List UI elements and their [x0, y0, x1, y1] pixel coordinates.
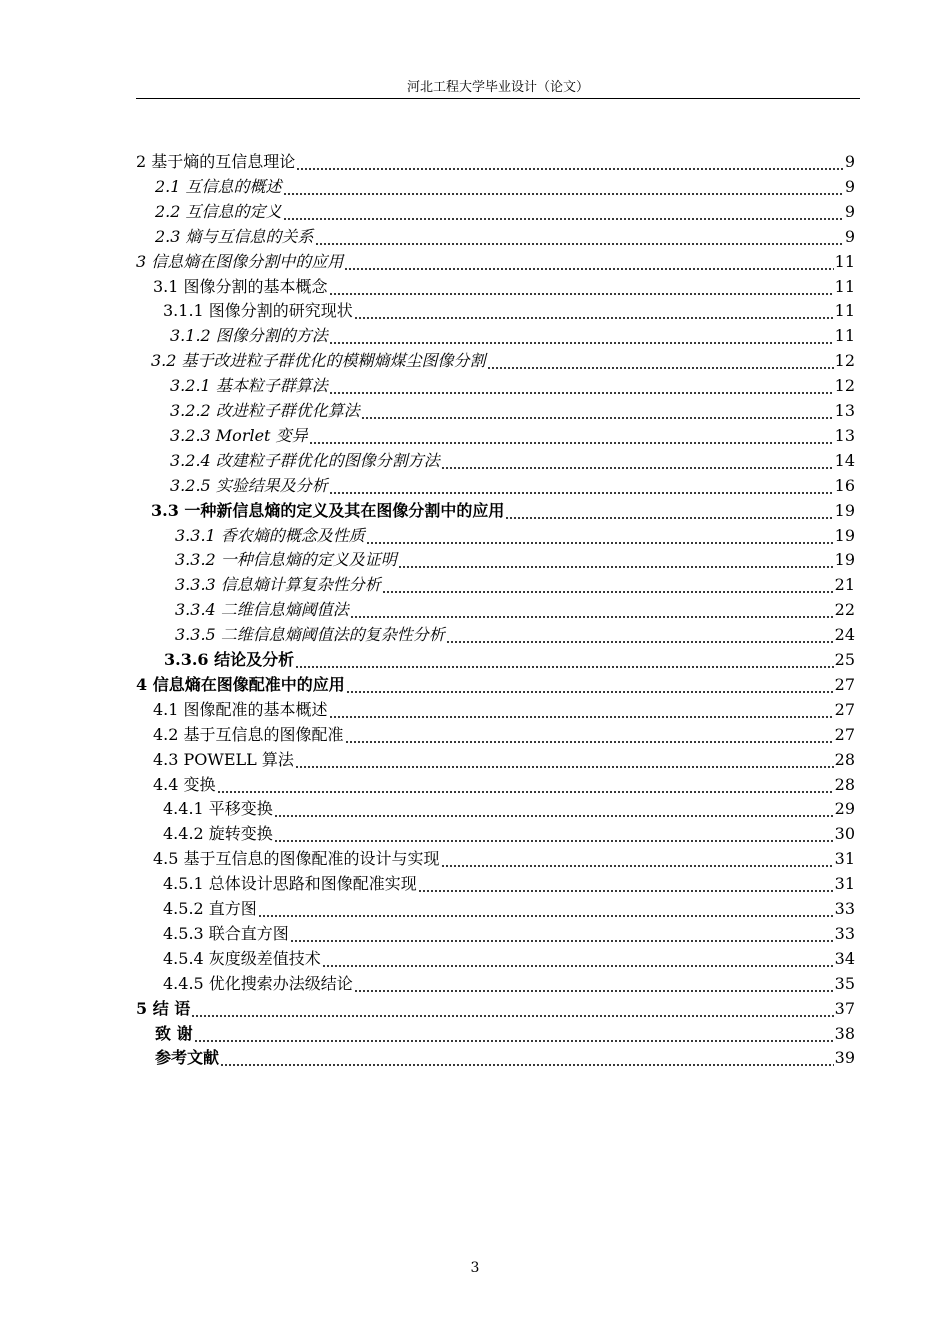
toc-entry[interactable]	[163, 945, 855, 970]
toc-entry-title: 2.1 互信息的概述	[155, 176, 282, 196]
toc-entry-title: 4.4.5 优化搜索办法级结论	[163, 973, 353, 993]
toc-entry[interactable]	[136, 248, 855, 273]
toc-entry-title: 3.3 一种新信息熵的定义及其在图像分割中的应用	[151, 500, 505, 520]
toc-leader-dots	[344, 251, 833, 273]
toc-entry-page: 33	[834, 899, 855, 918]
toc-entry-title: 4.5.4 灰度级差值技术	[163, 948, 321, 968]
toc-leader-dots	[283, 201, 844, 223]
toc-entry-page: 38	[834, 1023, 855, 1043]
toc-entry[interactable]	[151, 497, 855, 522]
toc-entry[interactable]	[163, 970, 855, 995]
toc-entry-page: 14	[834, 450, 855, 470]
toc-leader-dots	[274, 823, 834, 845]
toc-entry-page: 11	[834, 251, 855, 271]
toc-leader-dots	[329, 325, 834, 347]
toc-entry[interactable]	[175, 596, 855, 621]
toc-entry-page: 35	[834, 973, 855, 993]
toc-entry[interactable]	[155, 1020, 855, 1045]
toc-entry-page: 29	[834, 799, 855, 819]
toc-leader-dots	[329, 375, 834, 397]
toc-entry-page: 39	[834, 1048, 855, 1068]
toc-entry-page: 25	[834, 650, 855, 669]
toc-entry-page: 11	[834, 276, 855, 296]
toc-leader-dots	[290, 923, 834, 945]
toc-entry[interactable]	[175, 571, 855, 596]
toc-entry-title: 3.1 图像分割的基本概念	[153, 276, 328, 296]
toc-leader-dots	[446, 624, 834, 646]
toc-entry-title: 3.3.4 二维信息熵阈值法	[175, 600, 349, 620]
toc-entry-page: 28	[834, 774, 855, 794]
toc-entry[interactable]	[136, 148, 855, 173]
toc-entry-title: 4.4.2 旋转变换	[163, 824, 273, 844]
toc-entry-page: 19	[834, 550, 855, 570]
toc-entry-title: 4.5.1 总体设计思路和图像配准实现	[163, 874, 417, 894]
toc-leader-dots	[329, 475, 834, 497]
header-rule	[136, 98, 860, 99]
toc-entry-title: 4.5.2 直方图	[163, 899, 257, 918]
toc-entry[interactable]	[153, 746, 855, 771]
toc-leader-dots	[350, 599, 834, 621]
toc-entry[interactable]	[170, 447, 855, 472]
toc-entry[interactable]	[170, 322, 855, 347]
toc-entry-page: 34	[834, 948, 855, 968]
toc-leader-dots	[441, 848, 834, 870]
toc-entry[interactable]	[170, 372, 855, 397]
toc-entry[interactable]	[170, 397, 855, 422]
toc-entry[interactable]	[164, 646, 855, 671]
toc-entry-page: 31	[834, 874, 855, 894]
toc-entry-page: 19	[834, 525, 855, 545]
toc-leader-dots	[322, 948, 834, 970]
toc-entry[interactable]	[175, 621, 855, 646]
toc-entry[interactable]	[151, 347, 855, 372]
toc-leader-dots	[309, 425, 834, 447]
toc-entry-page: 27	[834, 699, 855, 719]
toc-entry[interactable]	[153, 273, 855, 298]
toc-leader-dots	[418, 873, 834, 895]
toc-entry-title: 4.4.1 平移变换	[163, 799, 273, 819]
toc-leader-dots	[398, 549, 834, 571]
toc-entry-page: 12	[834, 351, 855, 371]
toc-entry[interactable]	[170, 422, 855, 447]
toc-entry-title: 3.3.6 结论及分析	[164, 650, 295, 669]
toc-entry-title: 3.2 基于改进粒子群优化的模糊熵煤尘图像分割	[151, 351, 486, 371]
toc-entry-page: 16	[834, 475, 855, 495]
toc-entry-page: 27	[834, 674, 855, 694]
toc-entry[interactable]	[153, 721, 855, 746]
toc-leader-dots	[361, 400, 834, 422]
toc-entry-title: 3.3.1 香农熵的概念及性质	[175, 525, 365, 545]
toc-entry[interactable]	[163, 870, 855, 895]
toc-entry-title: 3.1.1 图像分割的研究现状	[163, 301, 353, 321]
toc-entry[interactable]	[175, 522, 855, 547]
toc-entry-title: 4.1 图像配准的基本概述	[153, 699, 328, 719]
toc-entry-page: 30	[834, 824, 855, 844]
toc-entry-page: 13	[834, 425, 855, 445]
toc-entry[interactable]	[175, 546, 855, 571]
toc-leader-dots	[505, 500, 833, 522]
toc-entry-title: 3.3.2 一种信息熵的定义及证明	[175, 550, 397, 570]
toc-entry[interactable]	[170, 472, 855, 497]
toc-entry-page: 9	[844, 152, 855, 171]
toc-leader-dots	[382, 574, 834, 596]
toc-entry-page: 33	[834, 923, 855, 943]
toc-entry-title: 3.3.5 二维信息熵阈值法的复杂性分析	[175, 625, 445, 645]
toc-entry-page: 21	[834, 575, 855, 595]
toc-entry-page: 13	[834, 401, 855, 420]
toc-entry-title: 致 谢	[155, 1023, 193, 1043]
toc-entry-page: 31	[834, 849, 855, 869]
toc-entry-page: 11	[834, 326, 855, 346]
toc-entry-page: 37	[834, 998, 855, 1018]
toc-entry-page: 19	[834, 500, 855, 520]
toc-entry-title: 3 信息熵在图像分割中的应用	[136, 251, 344, 271]
toc-entry[interactable]	[163, 297, 855, 322]
toc-entry-page: 24	[834, 625, 855, 645]
toc-leader-dots	[366, 525, 834, 547]
toc-entry[interactable]	[155, 173, 855, 198]
toc-leader-dots	[191, 998, 833, 1020]
toc-leader-dots	[315, 226, 844, 248]
toc-leader-dots	[487, 350, 834, 372]
toc-entry-page: 9	[844, 226, 855, 246]
toc-entry-page: 9	[844, 201, 855, 221]
toc-entry-title: 3.2.2 改进粒子群优化算法	[170, 401, 360, 420]
toc-entry-title: 4.3 POWELL 算法	[153, 749, 294, 769]
toc-leader-dots	[194, 1023, 834, 1045]
toc-leader-dots	[346, 674, 834, 696]
toc-leader-dots	[274, 798, 834, 820]
toc-entry[interactable]	[153, 845, 855, 870]
toc-entry-page: 9	[844, 176, 855, 196]
toc-entry[interactable]	[136, 671, 855, 696]
page-header-title: 河北工程大学毕业设计（论文）	[406, 80, 589, 95]
toc-leader-dots	[329, 276, 834, 298]
toc-leader-dots	[345, 724, 834, 746]
toc-entry[interactable]	[155, 1044, 855, 1069]
toc-entry-title: 3.3.3 信息熵计算复杂性分析	[175, 575, 381, 595]
toc-entry-title: 2.2 互信息的定义	[155, 201, 282, 221]
toc-entry-title: 3.2.3 Morlet 变异	[170, 425, 308, 445]
toc-entry[interactable]	[136, 995, 855, 1020]
toc-entry-page: 27	[834, 724, 855, 744]
toc-entry[interactable]	[163, 820, 855, 845]
toc-entry-page: 22	[834, 600, 855, 620]
toc-entry-title: 4.5.3 联合直方图	[163, 923, 289, 943]
toc-leader-dots	[258, 898, 834, 920]
toc-leader-dots	[329, 699, 834, 721]
toc-entry-title: 4.2 基于互信息的图像配准	[153, 724, 344, 744]
toc-entry-title: 4.5 基于互信息的图像配准的设计与实现	[153, 849, 440, 869]
toc-entry-title: 3.2.1 基本粒子群算法	[170, 376, 328, 396]
toc-entry-title: 参考文献	[155, 1048, 220, 1068]
toc-entry-title: 2 基于熵的互信息理论	[136, 152, 296, 171]
toc-entry[interactable]	[153, 696, 855, 721]
toc-entry[interactable]	[163, 795, 855, 820]
toc-entry-title: 4 信息熵在图像配准中的应用	[136, 674, 345, 694]
toc-entry[interactable]	[153, 771, 855, 796]
toc-leader-dots	[295, 749, 834, 771]
toc-entry-title: 3.2.5 实验结果及分析	[170, 475, 328, 495]
toc-entry-page: 28	[834, 749, 855, 769]
toc-leader-dots	[296, 151, 844, 173]
toc-entry[interactable]	[155, 198, 855, 223]
toc-entry-title: 2.3 熵与互信息的关系	[155, 226, 314, 246]
toc-leader-dots	[441, 450, 834, 472]
toc-leader-dots	[295, 649, 834, 671]
toc-entry-title: 3.1.2 图像分割的方法	[170, 326, 328, 346]
toc-leader-dots	[354, 300, 834, 322]
toc-entry[interactable]	[163, 920, 855, 945]
toc-entry[interactable]	[155, 223, 855, 248]
toc-entry-page: 12	[834, 376, 855, 396]
toc-leader-dots	[220, 1047, 834, 1069]
toc-leader-dots	[283, 176, 844, 198]
toc-entry[interactable]	[163, 895, 855, 920]
toc-leader-dots	[217, 774, 834, 796]
toc-entry-title: 4.4 变换	[153, 774, 216, 794]
toc-entry-title: 3.2.4 改建粒子群优化的图像分割方法	[170, 450, 440, 470]
toc-entry-title: 5 结 语	[136, 998, 191, 1018]
toc-leader-dots	[354, 973, 834, 995]
page-number: 3	[470, 1260, 480, 1276]
toc-entry-page: 11	[834, 301, 855, 321]
